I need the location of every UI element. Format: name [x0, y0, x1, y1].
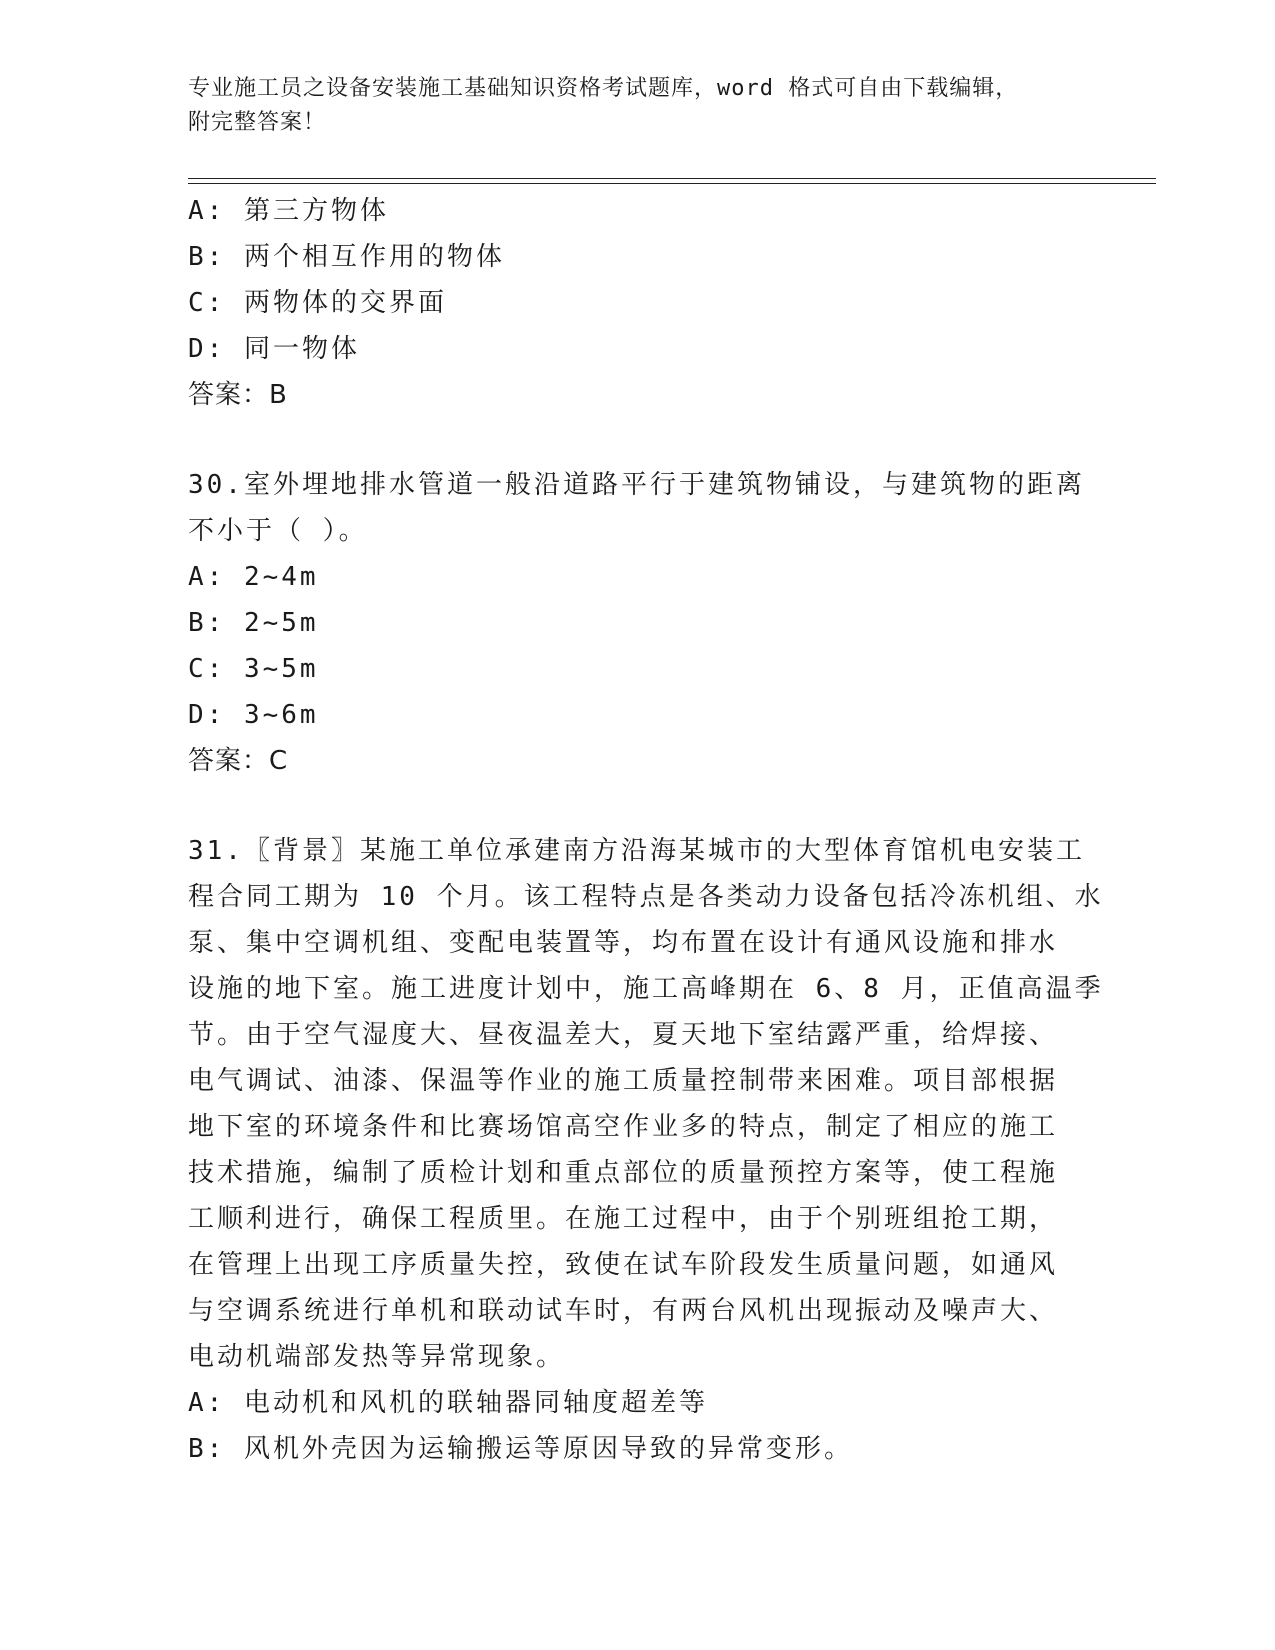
question-stem-line: 31.〖背景〗某施工单位承建南方沿海某城市的大型体育馆机电安装工 — [188, 836, 1085, 866]
question-stem-line: 技术措施，编制了质检计划和重点部位的质量预控方案等，使工程施 — [188, 1158, 1059, 1188]
header-divider-bottom — [188, 183, 1156, 184]
question-31 — [188, 828, 1104, 1472]
question-stem-line: 程合同工期为 10 个月。该工程特点是各类动力设备包括冷冻机组、水 — [188, 882, 1104, 912]
question-stem-line: 设施的地下室。施工进度计划中，施工高峰期在 6、8 月，正值高温季 — [188, 974, 1104, 1004]
option-c: C: 两物体的交界面 — [188, 288, 447, 318]
question-stem-line: 地下室的环境条件和比赛场馆高空作业多的特点，制定了相应的施工 — [188, 1112, 1059, 1142]
question-stem-line: 与空调系统进行单机和联动试车时，有两台风机出现振动及噪声大、 — [188, 1296, 1059, 1326]
question-content — [188, 188, 1104, 1472]
spacer — [188, 418, 1088, 462]
question-stem-line: 30.室外埋地排水管道一般沿道路平行于建筑物铺设，与建筑物的距离 — [188, 470, 1085, 500]
document-header — [188, 72, 1068, 140]
header-divider-top — [188, 178, 1156, 179]
option-a: A: 第三方物体 — [188, 196, 389, 226]
question-stem-line: 电气调试、油漆、保温等作业的施工质量控制带来困难。项目部根据 — [188, 1066, 1059, 1096]
question-stem-line: 在管理上出现工序质量失控，致使在试车阶段发生质量问题，如通风 — [188, 1250, 1059, 1280]
option-a: A: 电动机和风机的联轴器同轴度超差等 — [188, 1388, 708, 1418]
option-d: D: 3~6m — [188, 700, 319, 730]
option-b: B: 两个相互作用的物体 — [188, 242, 505, 272]
option-b: B: 2~5m — [188, 608, 319, 638]
question-stem-line: 泵、集中空调机组、变配电装置等，均布置在设计有通风设施和排水 — [188, 928, 1059, 958]
answer-label: 答案：C — [188, 746, 289, 776]
header-line-2: 附完整答案！ — [188, 110, 327, 135]
question-stem-line: 节。由于空气湿度大、昼夜温差大，夏天地下室结露严重，给焊接、 — [188, 1020, 1059, 1050]
spacer — [188, 784, 1088, 828]
option-b: B: 风机外壳因为运输搬运等原因导致的异常变形。 — [188, 1434, 853, 1464]
question-30 — [188, 462, 1088, 784]
answer-label: 答案：B — [188, 380, 288, 410]
header-line-1: 专业施工员之设备安装施工基础知识资格考试题库，word 格式可自由下载编辑， — [188, 76, 1019, 101]
option-a: A: 2~4m — [188, 562, 319, 592]
question-29 — [188, 188, 1088, 418]
question-stem-line: 电动机端部发热等异常现象。 — [188, 1342, 566, 1372]
option-c: C: 3~5m — [188, 654, 319, 684]
question-stem-line: 不小于（ ）。 — [188, 516, 368, 546]
option-d: D: 同一物体 — [188, 334, 360, 364]
question-stem-line: 工顺利进行，确保工程质里。在施工过程中，由于个别班组抢工期， — [188, 1204, 1059, 1234]
